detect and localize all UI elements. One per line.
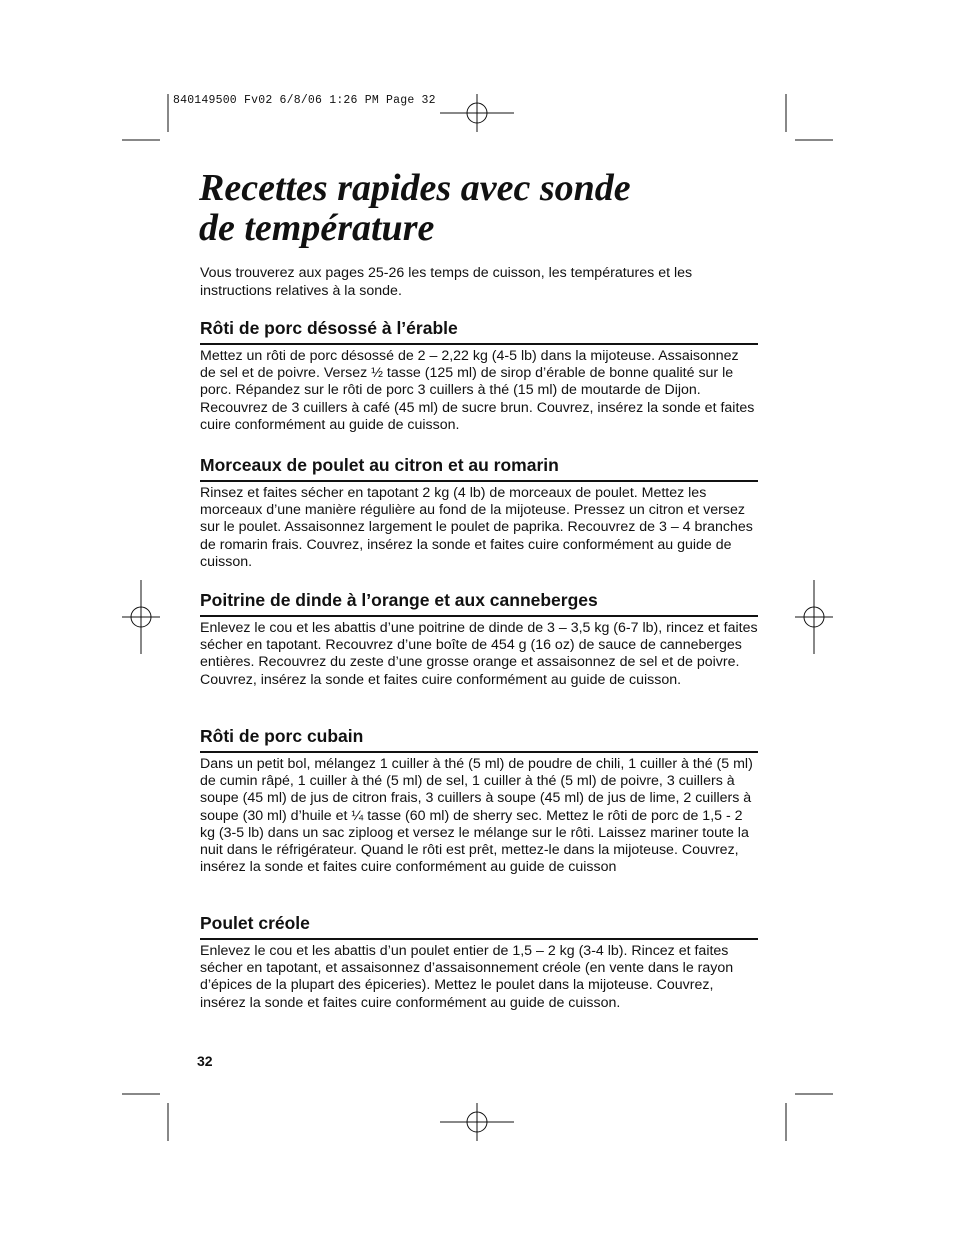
recipe-heading: Rôti de porc cubain: [200, 726, 758, 753]
recipe-heading: Morceaux de poulet au citron et au romarin: [200, 455, 758, 482]
recipe-body: Mettez un rôti de porc désossé de 2 – 2,22 kg (4-5 lb) dans la mijoteuse. Assaisonnez de sel et de poivre. Versez ½ tasse (125 ml) de sirop d’érable de bonne qualité sur le porc. Répandez sur le rôti de porc 3 cuillers à thé (15 ml) de moutarde de Dijon. Recouvrez de 3 cuillers à café (45 ml) de sucre brun. Couvrez, insérez la sonde et faites cuire conformément au guide de cuisson.: [200, 348, 755, 433]
recipe-heading: Poulet créole: [200, 913, 758, 940]
recipe-body: Dans un petit bol, mélangez 1 cuiller à thé (5 ml) de poudre de chili, 1 cuiller à thé (5 ml) de cumin râpé, 1 cuiller à thé (5 ml) de sel, 1 cuiller à thé (5 ml) de poivre, 3 cuillers à soupe (45 ml) de jus de citron frais, 3 cuillers à soupe (45 ml) de jus de lime, 2 cuillers à soupe (30 ml) d’huile et ¼ tasse (60 ml) de sherry sec. Mettez le rôti de porc de 1,5 - 2 kg (3-5 lb) dans un sac ziploog et versez le mélange sur le rôti. Laissez mariner toute la nuit dans le réfrigérateur. Quand le rôti est prêt, mettez-le dans la mijoteuse. Couvrez, insérez la sonde et faites cuire conformément au guide de cuisson: [200, 756, 753, 876]
intro-paragraph: Vous trouverez aux pages 25-26 les temps de cuisson, les températures et les instructions relatives à la sonde.: [200, 265, 693, 299]
recipe-body: Enlevez le cou et les abattis d’une poitrine de dinde de 3 – 3,5 kg (6-7 lb), rincez et faites sécher en tapotant. Recouvrez d’une boîte de 454 g (16 oz) de sauce de canneberges entières. Recouvrez du zeste d’une grosse orange et assaisonnez de sel et de poivre. Couvrez, insérez la sonde et faites cuire conformément au guide de cuisson.: [200, 620, 758, 688]
recipe-heading: Rôti de porc désossé à l’érable: [200, 318, 758, 345]
recipe-poulet-creole: [200, 913, 758, 1012]
page-title: [199, 168, 799, 248]
recipe-poulet-citron-romarin: [200, 455, 758, 571]
page-title-line-1: Recettes rapides avec sonde: [199, 167, 631, 209]
recipe-dinde-orange-canneberges: [200, 590, 758, 689]
recipe-body: Enlevez le cou et les abattis d’un poulet entier de 1,5 – 2 kg (3-4 lb). Rincez et faites sécher en tapotant, et assaisonnez d’assaisonnement créole (en vente dans le rayon d’épices de la plupart des épiceries). Mettez le poulet dans la mijoteuse. Couvrez, insérez la sonde et faites cuire conformément au guide de cuisson.: [200, 943, 734, 1011]
recipe-heading: Poitrine de dinde à l’orange et aux canneberges: [200, 590, 758, 617]
recipe-body: Rinsez et faites sécher en tapotant 2 kg (4 lb) de morceaux de poulet. Mettez les morceaux d’une manière régulière au fond de la mijoteuse. Pressez un citron et versez sur le poulet. Assaisonnez largement le poulet de paprika. Recouvrez de 3 – 4 branches de romarin frais. Couvrez, insérez la sonde et faites cuire conformément au guide de cuisson.: [200, 485, 753, 570]
recipe-roti-porc-cubain: [200, 726, 758, 876]
print-slug: 840149500 Fv02 6/8/06 1:26 PM Page 32: [173, 94, 436, 107]
recipe-roti-porc-erable: [200, 318, 758, 434]
page-title-line-2: de température: [199, 207, 435, 249]
page-number: 32: [197, 1053, 213, 1069]
